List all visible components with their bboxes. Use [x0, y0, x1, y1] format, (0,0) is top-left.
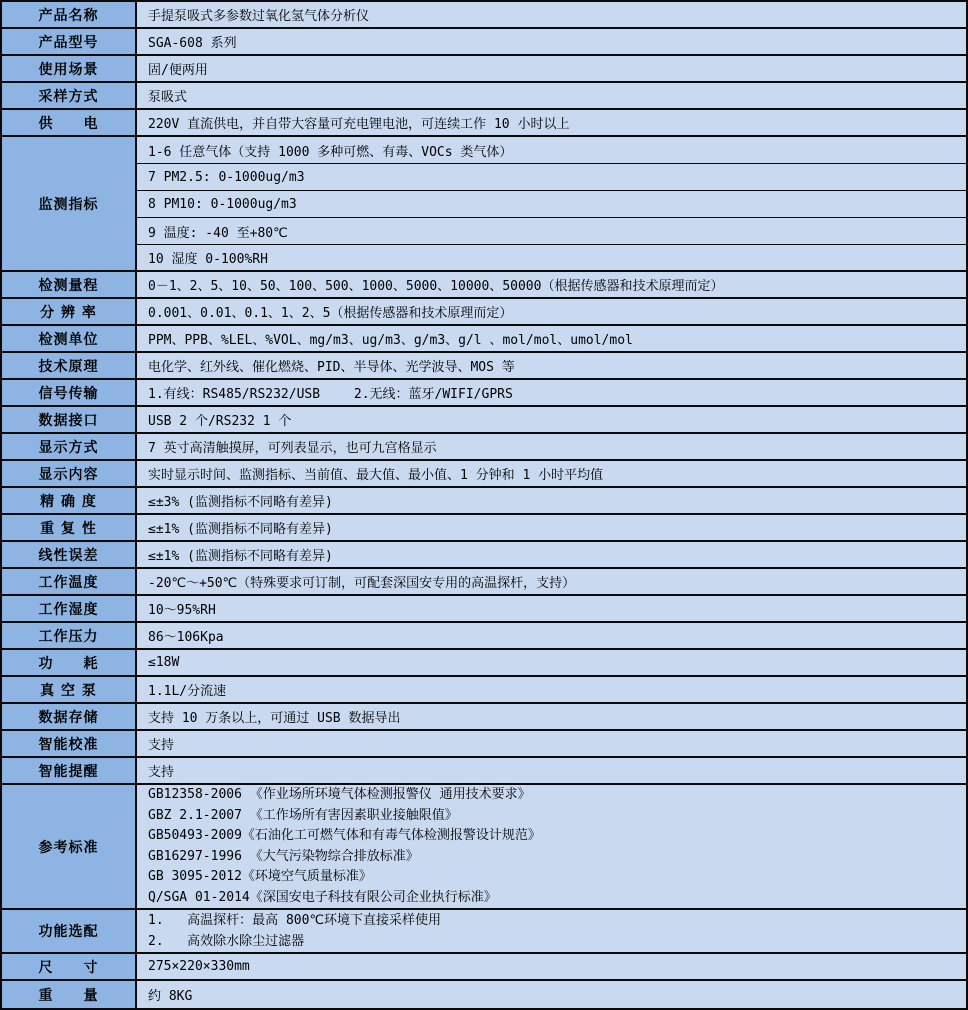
- spec-label-vacuum-pump: 真 空 泵: [2, 677, 137, 704]
- spec-label-weight: 重 量: [2, 981, 137, 1008]
- reference-standard-line: GB12358-2006 《作业场所环境气体检测报警仪 通用技术要求》: [148, 787, 531, 802]
- spec-label-accuracy: 精 确 度: [2, 488, 137, 515]
- spec-value-accuracy: ≤±3% (监测指标不同略有差异): [137, 488, 966, 515]
- spec-value-resolution: 0.001、0.01、0.1、1、2、5（根据传感器和技术原理而定）: [137, 299, 966, 326]
- spec-label-linearity-error: 线性误差: [2, 542, 137, 569]
- spec-value-power-consumption: ≤18W: [137, 650, 966, 677]
- optional-function-line: 2. 高效除水除尘过滤器: [148, 934, 305, 949]
- spec-value-monitoring-indicator-3: 8 PM10: 0-1000ug/m3: [137, 191, 966, 218]
- spec-value-working-temperature: -20℃～+50℃（特殊要求可订制，可配套深国安专用的高温探杆，支持）: [137, 569, 966, 596]
- spec-value-signal-transmission: 1.有线：RS485/RS232/USB 2.无线：蓝牙/WIFI/GPRS: [137, 380, 966, 407]
- spec-value-weight: 约 8KG: [137, 981, 966, 1008]
- spec-value-optional-functions: [137, 910, 966, 954]
- optional-function-line: 1. 高温探杆：最高 800℃环境下直接采样使用: [148, 913, 442, 928]
- reference-standard-line: GBZ 2.1-2007 《工作场所有害因素职业接触限值》: [148, 807, 458, 823]
- spec-label-reference-standards: 参考标准: [2, 785, 137, 910]
- spec-label-product-model: 产品型号: [2, 29, 137, 56]
- reference-standard-line: GB16297-1996 《大气污染物综合排放标准》: [148, 848, 419, 864]
- spec-value-detection-range: 0－1、2、5、10、50、100、500、1000、5000、10000、50000（根据传感器和技术原理而定）: [137, 272, 966, 299]
- spec-value-dimensions: 275×220×330mm: [137, 954, 966, 981]
- spec-label-working-humidity: 工作湿度: [2, 596, 137, 623]
- spec-value-product-name: 手提泵吸式多参数过氧化氢气体分析仪: [137, 2, 966, 29]
- spec-value-display-content: 实时显示时间、监测指标、当前值、最大值、最小值、1 分钟和 1 小时平均值: [137, 461, 966, 488]
- spec-value-smart-calibration: 支持: [137, 731, 966, 758]
- spec-label-repeatability: 重 复 性: [2, 515, 137, 542]
- reference-standard-line: GB50493-2009《石油化工可燃气体和有毒气体检测报警设计规范》: [148, 828, 541, 843]
- spec-value-product-model: SGA-608 系列: [137, 29, 966, 56]
- spec-label-usage-scenario: 使用场景: [2, 56, 137, 83]
- spec-value-display-mode: 7 英寸高清触摸屏，可列表显示，也可九宫格显示: [137, 434, 966, 461]
- spec-value-technical-principle: 电化学、红外线、催化燃烧、PID、半导体、光学波导、MOS 等: [137, 353, 966, 380]
- spec-value-monitoring-indicator-5: 10 湿度 0-100%RH: [137, 245, 966, 272]
- spec-label-monitoring-indicators: 监测指标: [2, 137, 137, 272]
- reference-standard-line: Q/SGA 01-2014《深国安电子科技有限公司企业执行标准》: [148, 889, 497, 905]
- spec-value-reference-standards: [137, 785, 966, 910]
- spec-label-dimensions: 尺 寸: [2, 954, 137, 981]
- spec-label-smart-reminder: 智能提醒: [2, 758, 137, 785]
- spec-label-sampling-method: 采样方式: [2, 83, 137, 110]
- spec-value-usage-scenario: 固/便两用: [137, 56, 966, 83]
- spec-value-linearity-error: ≤±1% (监测指标不同略有差异): [137, 542, 966, 569]
- spec-label-technical-principle: 技术原理: [2, 353, 137, 380]
- spec-label-power-supply: 供 电: [2, 110, 137, 137]
- spec-value-working-humidity: 10～95%RH: [137, 596, 966, 623]
- spec-value-smart-reminder: 支持: [137, 758, 966, 785]
- spec-value-vacuum-pump: 1.1L/分流速: [137, 677, 966, 704]
- spec-value-monitoring-indicator-2: 7 PM2.5: 0-1000ug/m3: [137, 164, 966, 191]
- spec-value-monitoring-indicator-4: 9 温度: -40 至+80℃: [137, 218, 966, 245]
- spec-label-smart-calibration: 智能校准: [2, 731, 137, 758]
- spec-value-repeatability: ≤±1% (监测指标不同略有差异): [137, 515, 966, 542]
- spec-label-data-storage: 数据存储: [2, 704, 137, 731]
- spec-label-detection-range: 检测量程: [2, 272, 137, 299]
- spec-value-power-supply: 220V 直流供电，并自带大容量可充电锂电池，可连续工作 10 小时以上: [137, 110, 966, 137]
- spec-label-data-interface: 数据接口: [2, 407, 137, 434]
- spec-label-power-consumption: 功 耗: [2, 650, 137, 677]
- spec-label-signal-transmission: 信号传输: [2, 380, 137, 407]
- spec-value-working-pressure: 86～106Kpa: [137, 623, 966, 650]
- spec-value-data-storage: 支持 10 万条以上，可通过 USB 数据导出: [137, 704, 966, 731]
- spec-label-display-content: 显示内容: [2, 461, 137, 488]
- reference-standard-line: GB 3095-2012《环境空气质量标准》: [148, 869, 372, 884]
- spec-label-detection-unit: 检测单位: [2, 326, 137, 353]
- spec-label-resolution: 分 辨 率: [2, 299, 137, 326]
- spec-value-sampling-method: 泵吸式: [137, 83, 966, 110]
- spec-label-optional-functions: 功能选配: [2, 910, 137, 954]
- spec-value-detection-unit: PPM、PPB、%LEL、%VOL、mg/m3、ug/m3、g/m3、g/l 、mol/mol、umol/mol: [137, 326, 966, 353]
- spec-label-working-temperature: 工作温度: [2, 569, 137, 596]
- spec-label-working-pressure: 工作压力: [2, 623, 137, 650]
- spec-label-display-mode: 显示方式: [2, 434, 137, 461]
- spec-value-monitoring-indicator-1: 1-6 任意气体（支持 1000 多种可燃、有毒、VOCs 类气体）: [137, 137, 966, 164]
- spec-label-product-name: 产品名称: [2, 2, 137, 29]
- spec-value-data-interface: USB 2 个/RS232 1 个: [137, 407, 966, 434]
